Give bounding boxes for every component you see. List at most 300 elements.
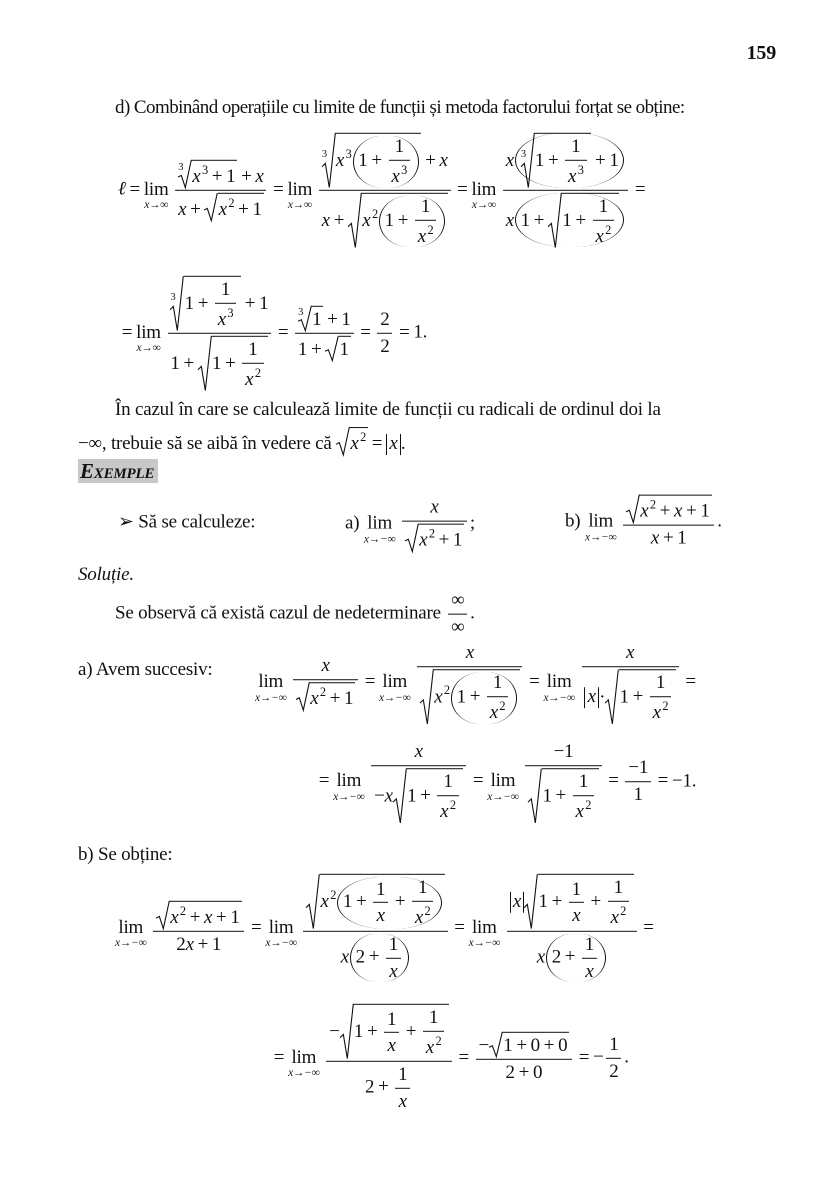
superscript: 2 <box>449 797 456 812</box>
radicand: $x^2 + x + 1$ <box>639 495 711 523</box>
fraction-denominator <box>487 696 508 724</box>
examples-heading: Exemple <box>78 459 158 483</box>
math-fraction <box>377 309 392 358</box>
exercise-prompt <box>118 511 255 534</box>
math-variable: x <box>245 368 254 390</box>
part-a-label: a) Avem succesiv: <box>78 659 213 680</box>
superscript: 3 <box>577 162 584 177</box>
superscript: 2 <box>319 685 326 700</box>
superscript: 3 <box>401 162 408 177</box>
radicand: 1 + $\frac{1}{x}$ + $\frac{1}{x^2}$ <box>353 1004 449 1059</box>
exercise-prompt-text: Să se calculeze: <box>138 511 256 533</box>
fraction-denominator <box>525 765 601 823</box>
fraction-denominator <box>423 1031 444 1059</box>
math-operator: + <box>575 209 586 231</box>
bullet-arrow-icon: ➢ <box>118 511 134 533</box>
math-fraction <box>569 878 584 927</box>
limit-subscript <box>255 693 286 704</box>
fraction-numerator: 1 <box>584 933 595 955</box>
limit-subscript <box>487 792 518 803</box>
radical-sign-icon <box>548 193 561 248</box>
math-variable: x <box>417 225 426 247</box>
fraction-numerator: −1 <box>553 741 574 763</box>
math-operator: + <box>551 891 563 913</box>
superscript: 3 <box>227 305 234 320</box>
math-operator: = <box>472 770 484 792</box>
math-fraction <box>582 934 597 983</box>
math-operator: + <box>394 891 406 913</box>
limit <box>585 510 616 543</box>
math-operator: = <box>273 1046 285 1068</box>
math-symbol: ∞ <box>451 616 465 638</box>
fraction-numerator: 1 <box>492 672 503 694</box>
fraction-numerator: 3 1 + 1 <box>298 306 351 330</box>
math-variable: x <box>398 1090 407 1112</box>
math-variable: x <box>440 800 449 822</box>
math-minus: − <box>271 692 279 705</box>
math-symbol: ∞ <box>451 589 465 611</box>
math-fraction <box>168 276 272 390</box>
math-operator: + <box>516 1035 527 1057</box>
math-variable: x <box>487 791 493 804</box>
radicand: 1 + $\frac{1}{x^2}$ <box>619 669 676 724</box>
radical-index: 3 <box>321 149 327 161</box>
fraction-denominator <box>215 303 236 331</box>
math-variable: x <box>379 692 384 705</box>
math-operator: + <box>662 527 674 549</box>
math-symbol: → <box>292 199 304 212</box>
math-variable: x <box>650 527 660 549</box>
math-operator: + <box>378 1076 389 1098</box>
fraction-denominator: 1 + 1 + $\frac{1}{x^2}$ <box>168 333 272 391</box>
limit <box>265 916 296 949</box>
math-operator: + <box>405 1021 417 1043</box>
parenthesized-group: 1 + $\frac{1}{x^2}$ <box>451 672 517 724</box>
math-symbol: → <box>270 937 282 950</box>
parenthesized-group: 1 + $\frac{1}{x^3}$ <box>353 136 419 188</box>
fraction-numerator: 1 <box>420 195 431 217</box>
radical <box>405 523 464 551</box>
fraction-numerator: 1 <box>598 195 608 217</box>
math-operator: + <box>595 150 606 171</box>
math-minus: − <box>395 692 403 705</box>
fraction-denominator <box>402 520 467 551</box>
math-variable: x <box>387 1035 396 1057</box>
radicand <box>361 193 447 248</box>
math-symbol: → <box>473 937 485 950</box>
math-operator: + <box>189 906 201 928</box>
radicand <box>349 427 368 455</box>
math-fraction <box>371 741 466 823</box>
math-variable: x <box>185 933 194 955</box>
math-variable: x <box>430 496 439 518</box>
fraction-numerator: 3 1 + $\frac{1}{x^3}$ + 1 <box>168 276 272 333</box>
fraction-numerator: 1 <box>578 771 589 793</box>
fraction-denominator <box>448 614 467 639</box>
fraction-numerator <box>428 497 442 521</box>
math-symbol: → <box>259 692 272 705</box>
limit <box>288 1046 319 1079</box>
math-operator: = <box>277 321 289 343</box>
radicand: 1 + $\frac{1}{x}$ + $\frac{1}{x^2}$ <box>538 874 634 929</box>
radical <box>393 768 464 823</box>
fraction-denominator <box>608 901 629 929</box>
parenthesized-group: 2 + $\frac{1}{x}$ <box>350 934 410 983</box>
absolute-value <box>386 434 401 455</box>
math-symbol: · <box>599 686 606 708</box>
radical-sign-icon <box>306 874 319 929</box>
solution-label: Soluție. <box>78 564 134 585</box>
fraction-numerator <box>448 590 467 614</box>
fraction-numerator <box>623 495 714 525</box>
math-variable: x <box>192 165 201 187</box>
limit <box>469 916 500 949</box>
fraction-numerator: 1 <box>386 1008 397 1030</box>
superscript: 3 <box>345 146 352 161</box>
part-b-equation-2: = lim x→−∞ − 1 + $\frac{1}{x}$ + $\frac{1}{x^2}$ 2 + $\frac{1}{x}$ = − 1 + 0 + 0 2 + 0 = − $\frac{1}{2}$ . <box>270 1004 629 1112</box>
radical-sign-icon <box>489 1032 502 1057</box>
math-variable: x <box>265 937 271 950</box>
math-operator: = <box>529 671 540 693</box>
fraction-denominator: 1 + 1 <box>295 333 354 361</box>
radicand <box>335 133 421 188</box>
math-operator: + <box>425 150 436 171</box>
math-variable: x <box>376 905 385 927</box>
fraction-numerator: 1 <box>418 876 428 898</box>
lim-word: lim <box>143 178 169 200</box>
lim-word: lim <box>471 916 497 938</box>
superscript: 2 <box>585 797 592 812</box>
fraction-numerator: 1 <box>613 876 623 898</box>
math-fraction <box>573 771 594 823</box>
radicand: $x^2 + 1$ <box>309 682 355 710</box>
radical <box>489 1032 569 1057</box>
superscript: 3 <box>202 162 208 177</box>
part-a-equation-2: = lim x→−∞ x −x 1 + $\frac{1}{x^2}$ = lim x→−∞ −1 1 + $\frac{1}{x^2}$ = $\frac{-1}{1}$ = −1. <box>318 741 697 822</box>
math-variable: x <box>543 692 549 705</box>
math-fraction <box>423 1007 444 1059</box>
lim-word: lim <box>382 671 408 693</box>
math-symbol: ℓ <box>118 178 126 200</box>
fraction-numerator <box>507 874 637 931</box>
math-operator: + <box>333 209 345 231</box>
part-d-equation-2: = lim x→∞ 3 1 + $\frac{1}{x^3}$ + 1 1 + 1 + $\frac{1}{x^2}$ = 3 1 + 1 1 + 1 = $\frac{2}{2}$ = 1. <box>118 276 427 390</box>
math-variable: x <box>595 225 604 247</box>
math-operator: + <box>564 946 576 968</box>
math-fraction <box>503 133 628 247</box>
math-variable: x <box>575 800 584 822</box>
radical <box>204 193 263 221</box>
math-symbol: ∞ <box>311 1067 320 1080</box>
page-number: 159 <box>746 42 776 64</box>
limit-subscript <box>364 534 395 545</box>
math-minus: − <box>329 1021 340 1043</box>
limit-subscript <box>144 200 168 211</box>
math-minus: − <box>304 1067 312 1080</box>
math-variable: x <box>587 686 596 708</box>
math-operator: + <box>356 891 367 913</box>
math-operator: = <box>399 321 410 343</box>
math-fraction <box>242 339 263 391</box>
radical <box>605 669 676 724</box>
superscript: 2 <box>605 222 612 237</box>
fraction-numerator: 1 <box>220 278 231 300</box>
math-fraction <box>415 196 436 248</box>
math-variable: x <box>489 701 498 723</box>
math-fraction <box>417 642 522 724</box>
math-variable: x <box>310 688 319 710</box>
part-b-equation-1 <box>115 874 658 982</box>
fraction-denominator <box>582 957 597 982</box>
parenthesized-group: 2 + $\frac{1}{x}$ <box>546 934 606 983</box>
limit-subscript <box>136 343 160 354</box>
math-operator: + <box>329 688 341 710</box>
math-variable: x <box>255 165 264 187</box>
fraction-denominator: 2 + 0 <box>476 1059 572 1084</box>
radicand <box>320 874 445 929</box>
math-fraction <box>565 136 586 188</box>
math-symbol: ∞ <box>288 937 297 950</box>
fraction-denominator <box>371 765 466 823</box>
limit <box>364 512 395 545</box>
math-fraction <box>476 1032 572 1084</box>
math-symbol: ∞ <box>492 937 501 950</box>
math-minus: − <box>374 785 385 807</box>
math-operator: + <box>197 933 209 955</box>
fraction-denominator <box>384 1032 399 1057</box>
fraction-denominator: 2x + 1 <box>153 931 244 956</box>
math-operator: = <box>634 178 646 200</box>
math-minus: − <box>503 791 511 804</box>
math-minus: − <box>484 937 493 950</box>
math-symbol: → <box>368 533 380 546</box>
radicand: 1 + $\frac{1}{x^2}$ <box>561 193 618 248</box>
limit-subscript <box>469 938 500 949</box>
math-variable: x <box>584 531 590 544</box>
fraction-denominator: 1 <box>625 781 651 806</box>
radical <box>198 336 269 391</box>
math-symbol: ∞ <box>160 199 169 212</box>
fraction-numerator: 1 <box>248 338 258 360</box>
fraction-denominator: 2 <box>377 333 392 358</box>
math-text: a) <box>345 512 364 534</box>
math-text: . <box>470 602 475 624</box>
fraction-numerator <box>476 1032 572 1059</box>
math-minus: − <box>628 757 639 779</box>
limit <box>487 770 518 803</box>
radical-index: 3 <box>170 292 176 304</box>
limit-subscript <box>379 693 410 704</box>
math-operator: + <box>197 293 209 314</box>
math-operator: = <box>129 178 141 200</box>
fraction-numerator: 1 <box>655 672 666 694</box>
limit-subscript <box>333 792 364 803</box>
superscript: 2 <box>254 365 261 380</box>
math-operator: + <box>371 150 382 171</box>
math-operator: + <box>241 165 252 187</box>
math-operator: + <box>469 686 481 708</box>
fraction-denominator <box>417 666 522 724</box>
math-text: , trebuie să se aibă în vedere că <box>101 433 337 455</box>
observation <box>115 590 475 639</box>
math-variable: x <box>362 209 371 231</box>
fraction-numerator: 1 <box>571 878 581 900</box>
math-variable: x <box>626 642 635 664</box>
radical-sign-icon <box>626 495 639 523</box>
superscript: 2 <box>499 698 506 713</box>
superscript: 2 <box>620 903 627 918</box>
radical <box>626 495 712 523</box>
math-fraction <box>373 878 388 927</box>
math-operator: = <box>360 321 371 343</box>
radicand: 1 + $\frac{1}{x^2}$ <box>211 336 268 391</box>
lim-word: lim <box>258 671 284 693</box>
fraction-numerator <box>326 1004 452 1061</box>
math-variable: x <box>536 946 545 968</box>
math-text: b) <box>565 510 585 532</box>
radical <box>348 193 448 248</box>
math-operator: = <box>454 916 465 938</box>
radical-index: 3 <box>298 306 304 318</box>
fraction-numerator <box>303 874 447 931</box>
limit <box>543 671 574 704</box>
radical-sign-icon <box>340 1004 353 1059</box>
fraction-denominator <box>569 902 584 927</box>
math-minus: − <box>281 937 289 950</box>
radical-sign-icon <box>296 682 309 710</box>
fraction-denominator <box>293 679 358 710</box>
lim-word: lim <box>291 1046 317 1068</box>
math-fraction <box>319 133 451 247</box>
math-operator: + <box>183 352 194 374</box>
fraction-numerator: 1 <box>571 135 581 157</box>
math-variable: x <box>673 500 683 522</box>
math-variable: x <box>505 150 514 171</box>
math-symbol: ∞ <box>278 692 287 705</box>
lim-word: lim <box>136 321 161 343</box>
math-symbol: ∞ <box>152 342 161 355</box>
fraction-denominator <box>503 190 628 248</box>
limit-subscript <box>543 693 574 704</box>
lim-word: lim <box>367 512 393 534</box>
math-fraction <box>608 877 629 929</box>
absolute-value <box>584 687 599 708</box>
math-operator: + <box>327 308 338 330</box>
math-operator: + <box>518 1061 530 1083</box>
superscript: 2 <box>427 222 434 237</box>
math-fraction <box>448 590 467 639</box>
math-symbol: ∞ <box>608 531 617 544</box>
fraction-numerator <box>623 642 637 666</box>
math-operator: = <box>364 671 376 693</box>
math-fraction <box>389 136 410 188</box>
math-fraction <box>293 656 358 711</box>
math-variable: x <box>335 150 345 171</box>
fraction-denominator <box>565 160 586 188</box>
math-operator: + <box>366 1021 378 1043</box>
math-minus: − <box>553 741 565 763</box>
math-variable: x <box>425 1036 434 1058</box>
math-symbol: → <box>119 937 132 950</box>
math-variable: x <box>363 533 369 546</box>
math-variable: x <box>255 692 260 705</box>
math-minus: − <box>78 433 89 455</box>
math-variable: x <box>321 209 330 231</box>
radical <box>325 336 350 361</box>
limit-subscript <box>472 200 496 211</box>
radicand: 1 + $\frac{1}{x^2}$ <box>542 768 599 823</box>
radicand: 1 + $\frac{1}{x^2}$ <box>406 768 463 823</box>
radical-sign-icon <box>336 427 349 455</box>
fraction-denominator <box>415 219 436 247</box>
math-symbol: ∞ <box>303 199 312 212</box>
parenthesized-group: 1 + 1 + $\frac{1}{x^2}$ <box>515 193 625 248</box>
math-variable: x <box>419 529 428 551</box>
fraction-numerator <box>153 901 244 931</box>
math-minus: − <box>478 1035 489 1057</box>
radical <box>548 193 619 248</box>
lim-word: lim <box>336 770 362 792</box>
math-fraction <box>625 758 651 807</box>
math-operator: = <box>657 770 669 792</box>
limit-subscript <box>115 938 146 949</box>
fraction-denominator <box>573 795 594 823</box>
fraction-denominator <box>582 666 679 724</box>
limit-subscript <box>585 532 616 543</box>
math-symbol: → <box>149 199 161 212</box>
fraction-denominator <box>412 901 433 929</box>
math-fraction <box>384 1008 399 1057</box>
math-variable: x <box>610 906 619 928</box>
radicand: $x^2 + 1$ <box>418 523 464 551</box>
math-variable: x <box>333 791 338 804</box>
math-variable: x <box>217 308 226 330</box>
math-variable: x <box>640 500 649 522</box>
math-fraction <box>650 672 671 724</box>
limit <box>115 916 146 949</box>
lim-word: lim <box>546 671 572 693</box>
fraction-numerator <box>319 656 333 680</box>
math-operator: + <box>216 906 227 928</box>
lim-word: lim <box>588 510 614 532</box>
radical-sign-icon <box>393 768 406 823</box>
superscript: 2 <box>435 1033 442 1048</box>
math-minus: − <box>601 531 609 544</box>
fraction-denominator <box>373 902 388 927</box>
fraction-numerator <box>463 642 477 666</box>
fraction-numerator: −1 <box>628 757 649 779</box>
math-minus: − <box>379 533 388 546</box>
radical <box>521 133 592 188</box>
radical <box>524 874 633 929</box>
math-symbol: ∞ <box>356 791 365 804</box>
radicand: 1 + $\frac{1}{x^3}$ <box>184 276 241 331</box>
math-variable: x <box>178 198 187 220</box>
fraction-denominator <box>242 362 263 390</box>
math-fraction <box>295 306 354 361</box>
math-fraction <box>593 196 614 248</box>
math-operator: + <box>397 209 409 231</box>
radical-sign-icon <box>605 669 618 724</box>
math-text: Se observă că există cazul de nedeterminare <box>115 602 446 624</box>
limit <box>287 178 312 211</box>
math-variable: x <box>505 209 514 231</box>
math-variable: x <box>350 433 359 455</box>
math-operator: = <box>273 178 284 200</box>
math-text: . <box>717 510 722 532</box>
math-operator: = <box>121 321 133 343</box>
math-variable: x <box>389 960 398 982</box>
